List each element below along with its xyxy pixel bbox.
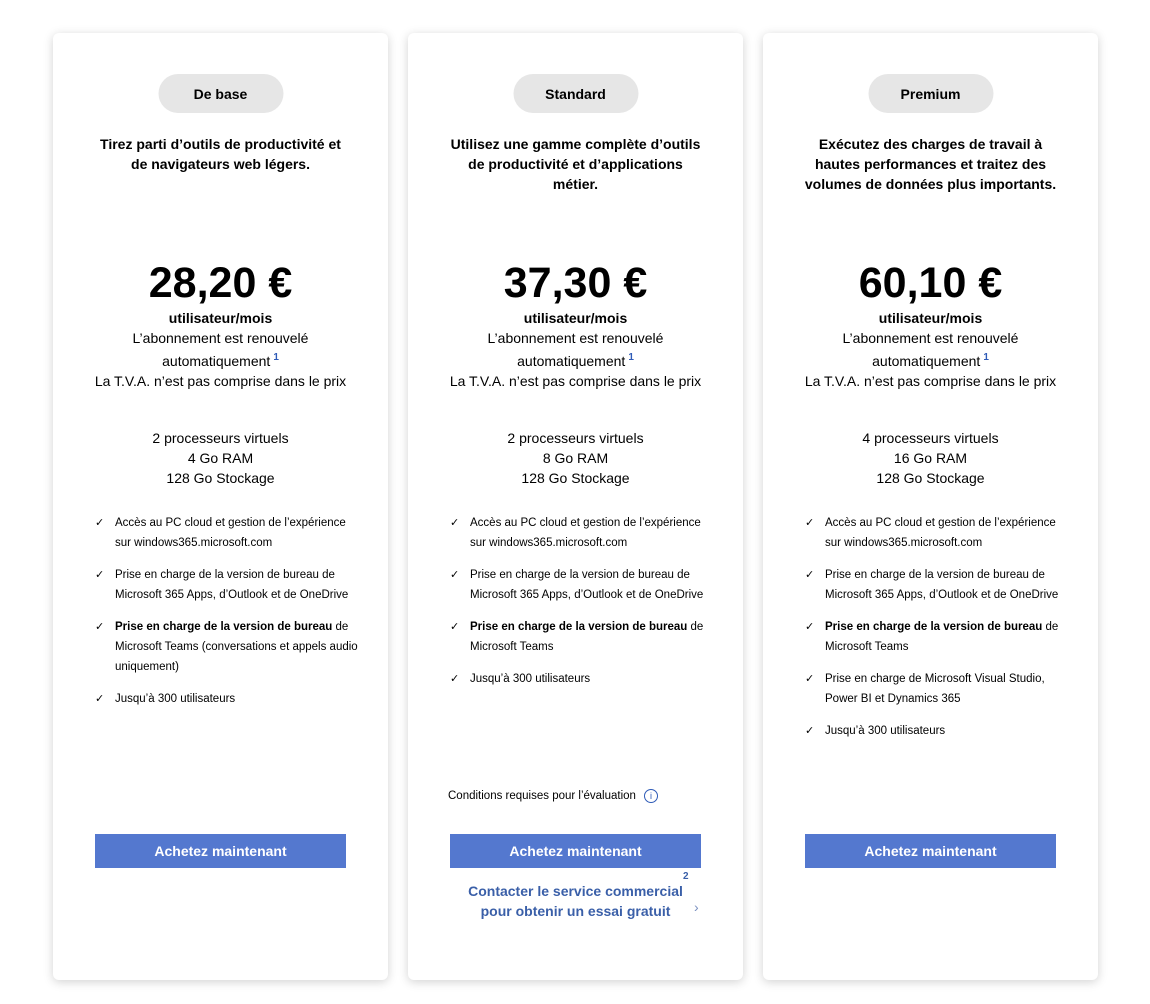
- feature-item: [95, 513, 358, 553]
- vat-note: La T.V.A. n’est pas comprise dans le prix: [804, 373, 1057, 389]
- feature-item: [450, 669, 713, 689]
- feature-item: [805, 617, 1068, 657]
- feature-item: [450, 617, 713, 657]
- evaluation-conditions[interactable]: [448, 789, 658, 803]
- storage-spec: 128 Go Stockage: [166, 470, 275, 486]
- feature-item: [450, 565, 713, 605]
- plan-name-badge: De base: [158, 74, 283, 113]
- feature-text: Accès au PC cloud et gestion de l’expérience sur windows365.microsoft.com: [470, 517, 701, 549]
- check-icon: ✓: [450, 517, 460, 529]
- plan-specs: [53, 428, 388, 488]
- feature-item: [805, 669, 1068, 709]
- plan-price: 28,20 €: [148, 259, 293, 307]
- feature-item: [805, 565, 1068, 605]
- feature-text: de Microsoft Teams (conversations et appels audio uniquement): [115, 621, 358, 673]
- feature-bold: Prise en charge de la version de bureau: [825, 621, 1043, 633]
- buy-now-button[interactable]: Achetez maintenant: [95, 834, 346, 868]
- check-icon: ✓: [95, 517, 105, 529]
- check-icon: ✓: [805, 569, 815, 581]
- plan-card: [763, 33, 1098, 980]
- price-unit: utilisateur/mois: [878, 310, 983, 326]
- info-icon[interactable]: i: [644, 789, 658, 803]
- check-icon: ✓: [805, 725, 815, 737]
- renewal-note: L’abonnement est renouvelé automatiquement: [842, 330, 1019, 369]
- plan-card: [53, 33, 388, 980]
- feature-item: [805, 513, 1068, 553]
- feature-text: Prise en charge de la version de bureau de Microsoft 365 Apps, d’Outlook et de OneDrive: [825, 569, 1059, 601]
- cpu-spec: 2 processeurs virtuels: [507, 430, 644, 446]
- feature-text: Prise en charge de la version de bureau de Microsoft 365 Apps, d’Outlook et de OneDrive: [115, 569, 349, 601]
- footnote-2: 2: [683, 871, 689, 882]
- feature-text: Jusqu’à 300 utilisateurs: [825, 725, 946, 737]
- plan-specs: [763, 428, 1098, 488]
- buy-now-button[interactable]: Achetez maintenant: [805, 834, 1056, 868]
- footnote-1[interactable]: 1: [628, 352, 634, 363]
- footnote-1[interactable]: 1: [983, 352, 989, 363]
- plan-card: [408, 33, 743, 980]
- feature-list: [450, 513, 713, 701]
- plan-name-badge: Premium: [868, 74, 993, 113]
- cpu-spec: 4 processeurs virtuels: [862, 430, 999, 446]
- storage-spec: 128 Go Stockage: [876, 470, 985, 486]
- footnote-1[interactable]: 1: [273, 352, 279, 363]
- check-icon: ✓: [95, 693, 105, 705]
- vat-note: La T.V.A. n’est pas comprise dans le prix: [449, 373, 702, 389]
- feature-bold: Prise en charge de la version de bureau: [115, 621, 333, 633]
- feature-item: [450, 513, 713, 553]
- check-icon: ✓: [805, 673, 815, 685]
- chevron-right-icon[interactable]: ›: [694, 899, 699, 915]
- check-icon: ✓: [95, 621, 105, 633]
- contact-sales-link[interactable]: Contacter le service commercial pour obtenir un essai gratuit: [468, 883, 683, 919]
- price-info: [448, 308, 703, 391]
- plan-price: 60,10 €: [858, 259, 1003, 307]
- feature-text: Prise en charge de la version de bureau de Microsoft 365 Apps, d’Outlook et de OneDrive: [470, 569, 704, 601]
- plan-name-badge: Standard: [513, 74, 638, 113]
- feature-bold: Prise en charge de la version de bureau: [470, 621, 688, 633]
- cpu-spec: 2 processeurs virtuels: [152, 430, 289, 446]
- conditions-label: Conditions requises pour l’évaluation: [448, 790, 636, 802]
- plan-specs: [408, 428, 743, 488]
- feature-list: [805, 513, 1068, 753]
- feature-item: [805, 721, 1068, 741]
- vat-note: La T.V.A. n’est pas comprise dans le prix: [94, 373, 347, 389]
- plan-description: Exécutez des charges de travail à hautes performances et traitez des volumes de données plus importants.: [804, 136, 1057, 192]
- ram-spec: 8 Go RAM: [542, 450, 609, 466]
- price-info: [93, 308, 348, 391]
- check-icon: ✓: [805, 517, 815, 529]
- price-unit: utilisateur/mois: [523, 310, 628, 326]
- check-icon: ✓: [95, 569, 105, 581]
- feature-item: [95, 689, 358, 709]
- check-icon: ✓: [450, 673, 460, 685]
- check-icon: ✓: [805, 621, 815, 633]
- price-unit: utilisateur/mois: [168, 310, 273, 326]
- ram-spec: 16 Go RAM: [893, 450, 968, 466]
- price-info: [803, 308, 1058, 391]
- feature-text: Prise en charge de Microsoft Visual Studio, Power BI et Dynamics 365: [825, 673, 1045, 705]
- renewal-note: L’abonnement est renouvelé automatiquement: [487, 330, 664, 369]
- check-icon: ✓: [450, 621, 460, 633]
- feature-text: de Microsoft Teams: [470, 621, 704, 653]
- feature-text: Jusqu’à 300 utilisateurs: [115, 693, 236, 705]
- ram-spec: 4 Go RAM: [187, 450, 254, 466]
- plan-description: Utilisez une gamme complète d’outils de productivité et d’applications métier.: [450, 136, 701, 192]
- feature-item: [95, 565, 358, 605]
- buy-now-button[interactable]: Achetez maintenant: [450, 834, 701, 868]
- feature-text: Accès au PC cloud et gestion de l’expérience sur windows365.microsoft.com: [825, 517, 1056, 549]
- feature-text: de Microsoft Teams: [825, 621, 1059, 653]
- feature-text: Jusqu’à 300 utilisateurs: [470, 673, 591, 685]
- renewal-note: L’abonnement est renouvelé automatiquement: [132, 330, 309, 369]
- plan-price: 37,30 €: [503, 259, 648, 307]
- feature-text: Accès au PC cloud et gestion de l’expérience sur windows365.microsoft.com: [115, 517, 346, 549]
- check-icon: ✓: [450, 569, 460, 581]
- feature-list: [95, 513, 358, 721]
- plan-description: Tirez parti d’outils de productivité et de navigateurs web légers.: [100, 136, 341, 172]
- feature-item: [95, 617, 358, 677]
- storage-spec: 128 Go Stockage: [521, 470, 630, 486]
